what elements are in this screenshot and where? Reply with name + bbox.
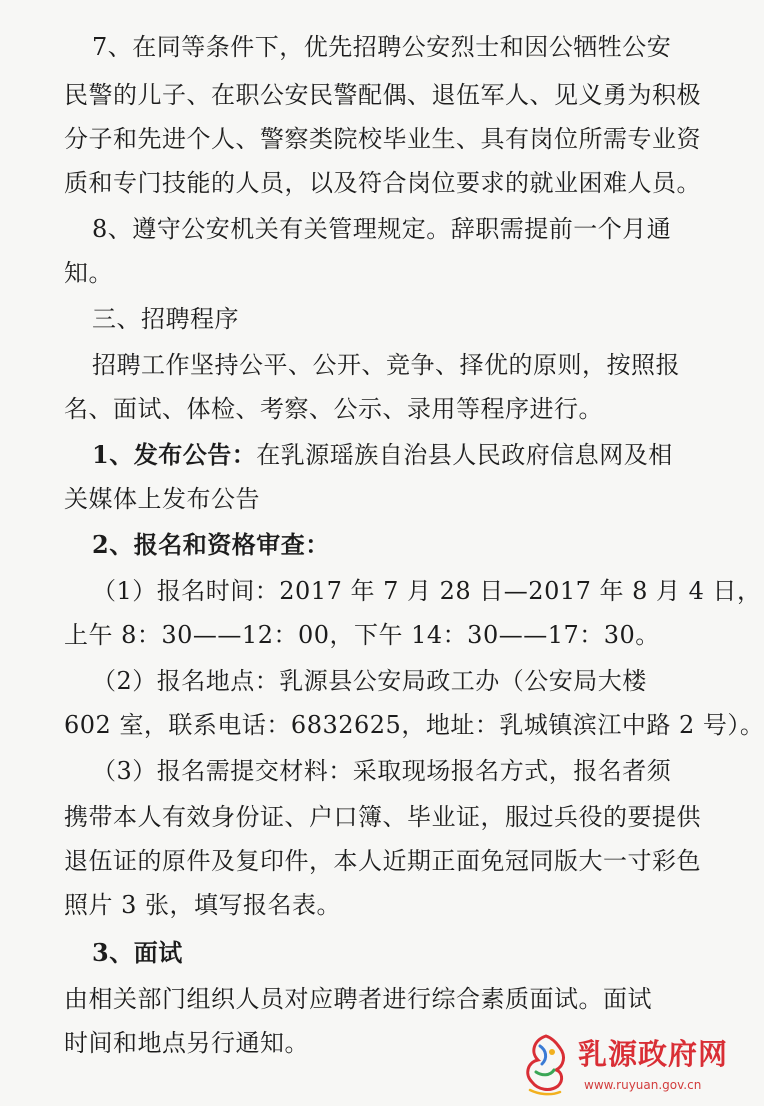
subheading-registration: 2、报名和资格审查： (92, 530, 330, 559)
subheading-interview: 3、面试 (92, 938, 183, 967)
text-line-8: 招聘工作坚持公平、公开、竞争、择优的原则，按照报 (92, 351, 680, 379)
section-heading-procedure: 三、招聘程序 (92, 305, 239, 333)
dragon-logo-icon (520, 1032, 572, 1098)
text-line-20: 照片 3 张，填写报名表。 (64, 891, 342, 919)
text-line-16: 602 室，联系电话：6832625，地址：乳城镇滨江中路 2 号）。 (64, 711, 764, 739)
text-line-2: 民警的儿子、在职公安民警配偶、退伍军人、见义勇为积极 (64, 81, 701, 109)
watermark-title: 乳源政府网 (578, 1037, 729, 1071)
watermark-url: www.ruyuan.gov.cn (584, 1078, 702, 1092)
text-line-1: 7、在同等条件下，优先招聘公安烈士和因公牺牲公安 (92, 33, 672, 61)
text-line-11: 关媒体上发布公告 (64, 485, 260, 513)
text-line-3: 分子和先进个人、警察类院校毕业生、具有岗位所需专业资 (64, 125, 701, 153)
text-line-23: 时间和地点另行通知。 (64, 1029, 309, 1057)
text-line-9: 名、面试、体检、考察、公示、录用等程序进行。 (64, 395, 603, 423)
text-line-17: （3）报名需提交材料：采取现场报名方式，报名者须 (92, 757, 672, 785)
text-line-19: 退伍证的原件及复印件，本人近期正面免冠同版大一寸彩色 (64, 847, 701, 875)
text-line-22: 由相关部门组织人员对应聘者进行综合素质面试。面试 (64, 985, 652, 1013)
announcement-text: 在乳源瑶族自治县人民政府信息网及相 (256, 441, 673, 469)
text-line-10 (92, 440, 673, 470)
text-line-18: 携带本人有效身份证、户口簿、毕业证，服过兵役的要提供 (64, 803, 701, 831)
text-line-6: 知。 (64, 259, 113, 287)
text-line-4: 质和专门技能的人员，以及符合岗位要求的就业困难人员。 (64, 169, 701, 197)
text-line-5: 8、遵守公安机关有关管理规定。辞职需提前一个月通 (92, 215, 672, 243)
text-line-13: （1）报名时间：2017 年 7 月 28 日—2017 年 8 月 4 日， (92, 577, 762, 605)
subheading-announcement: 1、发布公告： (92, 440, 257, 469)
text-line-15: （2）报名地点：乳源县公安局政工办（公安局大楼 (92, 667, 647, 695)
site-watermark (520, 1028, 729, 1104)
text-line-14: 上午 8：30——12：00，下午 14：30——17：30。 (64, 621, 660, 649)
